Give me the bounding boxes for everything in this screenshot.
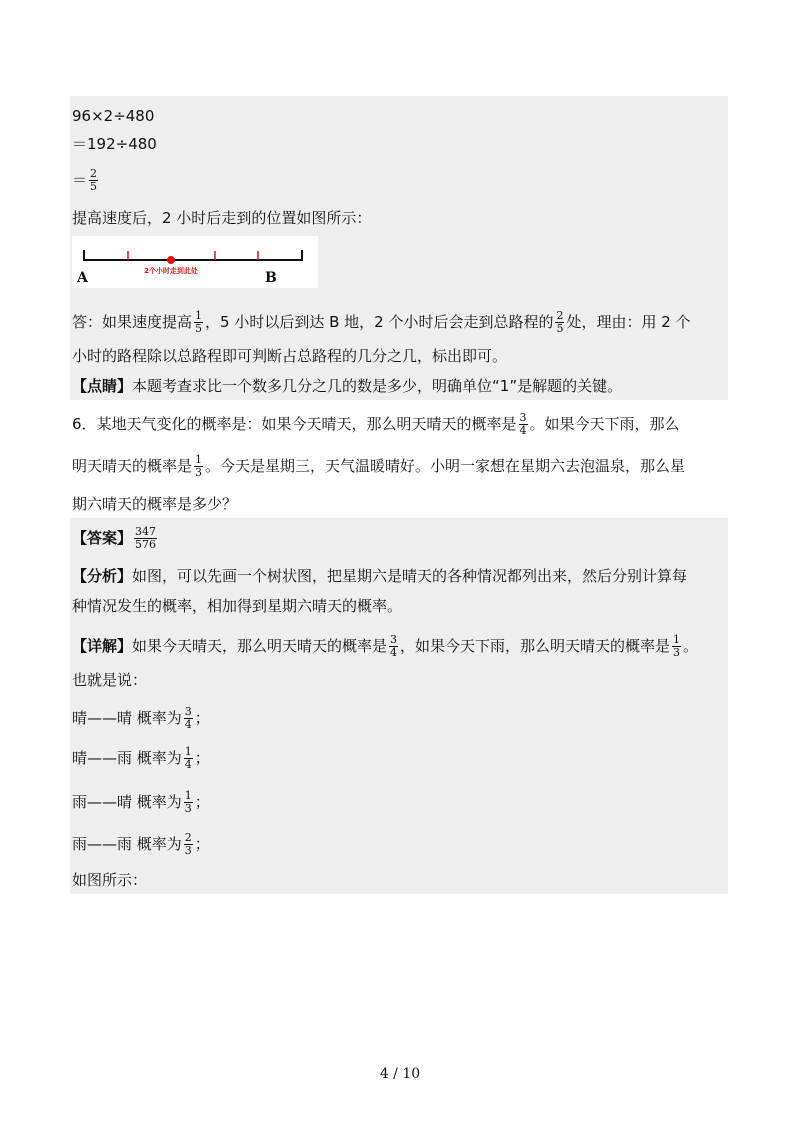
comment-tag: 【点睛】: [72, 377, 133, 395]
fraction: $\frac{1}{4}$: [184, 745, 192, 771]
number-line-svg: [72, 236, 318, 288]
detail-6-last-line: 如图所示：: [72, 871, 148, 889]
case-line: 晴——雨 概率为 $\frac{1}{4}$ ；: [72, 745, 210, 771]
case-line: 雨——晴 概率为 $\frac{1}{3}$ ；: [72, 789, 210, 815]
position-marker: [167, 256, 175, 264]
fraction: $\frac{2}{5}$: [90, 167, 98, 193]
calc-line-3: ＝ $\frac{2}{5}$: [72, 167, 98, 193]
calc-line-2: ＝192÷480: [72, 135, 157, 153]
analysis-6-line-2: 种情况发生的概率，相加得到星期六晴天的概率。: [72, 597, 403, 615]
label-b: B: [265, 270, 277, 286]
fraction: $\frac{1}{5}$: [195, 309, 203, 335]
marker-label: 2个小时走到此处: [144, 267, 198, 275]
fraction: $\frac{2}{3}$: [184, 831, 192, 857]
case-line: 雨——雨 概率为 $\frac{2}{3}$ ；: [72, 831, 210, 857]
analysis-tag: 【分析】: [72, 567, 133, 585]
answer-5-line-1: 答：如果速度提高 $\frac{1}{5}$ ，5 小时以后到达 B 地，2 个小时后会走到总路程的 $\frac{2}{5}$ 处，理由：用 2 个: [72, 309, 691, 335]
comment-5: 【点睛】本题考查求比一个数多几分之几的数是多少，明确单位“1”是解题的关键。: [72, 377, 623, 395]
calc-line-1: 96×2÷480: [72, 107, 155, 125]
fraction: $\frac{1}{3}$: [184, 789, 192, 815]
fraction: $\frac{3}{4}$: [519, 411, 527, 437]
page-number: 4 / 10: [379, 1066, 421, 1082]
fraction: $\frac{3}{4}$: [390, 633, 398, 659]
answer-6: [72, 526, 159, 551]
detail-tag: 【详解】: [72, 637, 133, 655]
question-6-line-2: 明天晴天的概率是 $\frac{1}{3}$ 。今天是星期三，天气温暖晴好。小明一家想在星期六去泡温泉，那么星: [72, 453, 686, 479]
fraction: $\frac{347}{576}$: [135, 525, 157, 551]
fraction: $\frac{2}{5}$: [556, 309, 564, 335]
question-6-line-3: 期六晴天的概率是多少？: [72, 495, 238, 513]
detail-6-line-2: 也就是说：: [72, 671, 148, 689]
fraction: $\frac{1}{3}$: [673, 633, 681, 659]
figure-intro: 提高速度后，2 小时后走到的位置如图所示：: [72, 209, 372, 227]
answer-5-line-2: 小时的路程除以总路程即可判断占总路程的几分之几，标出即可。: [72, 347, 508, 365]
number-line-figure: [72, 236, 318, 288]
analysis-6-line-1: 【分析】如图，可以先画一个树状图，把星期六是晴天的各种情况都列出来，然后分别计算每: [72, 567, 688, 585]
detail-6-line-1: 【详解】如果今天晴天，那么明天晴天的概率是 $\frac{3}{4}$ ，如果今天下雨，那么明天晴天的概率是 $\frac{1}{3}$ 。: [72, 633, 699, 659]
case-line: 晴——晴 概率为 $\frac{3}{4}$ ；: [72, 705, 210, 731]
question-6-line-1: 6．某地天气变化的概率是：如果今天晴天，那么明天晴天的概率是 $\frac{3}{4}$ 。如果今天下雨，那么: [72, 411, 680, 437]
label-a: A: [77, 270, 88, 286]
fraction: $\frac{1}{3}$: [195, 453, 203, 479]
fraction: $\frac{3}{4}$: [184, 705, 192, 731]
answer-tag: 【答案】: [72, 529, 133, 547]
